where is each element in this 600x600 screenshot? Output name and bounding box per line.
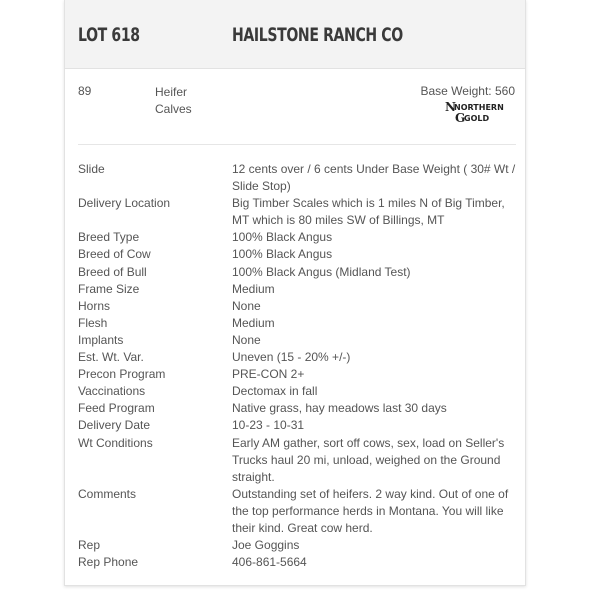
detail-label: Slide [78, 162, 105, 176]
detail-row [78, 383, 518, 400]
detail-label: Est. Wt. Var. [78, 350, 144, 365]
detail-value: Early AM gather, sort off cows, sex, load on Seller's Trucks haul 20 mi, unload, weighed on the Ground straight. [232, 435, 505, 484]
logo-word-gold: GOLD [464, 114, 490, 123]
detail-row [78, 554, 518, 571]
detail-row [78, 537, 518, 554]
detail-value: Outstanding set of heifers. 2 way kind. Out of one of the top performance herds in Montana. You will like their kind. Great cow herd. [232, 486, 509, 535]
svg-text:N: N [445, 100, 456, 114]
lot-number: LOT 618 [78, 24, 140, 46]
detail-row [78, 195, 518, 229]
detail-value: Dectomax in fall [232, 384, 318, 399]
detail-row [78, 315, 518, 332]
details-list [78, 161, 518, 571]
detail-label: Feed Program [78, 401, 155, 416]
detail-value: PRE-CON 2+ [232, 367, 305, 382]
svg-text:G: G [455, 111, 466, 124]
detail-row [78, 264, 518, 281]
detail-value: 100% Black Angus [232, 247, 333, 262]
detail-label: Horns [78, 298, 111, 313]
northern-gold-logo-icon [443, 100, 515, 124]
detail-row [78, 229, 518, 246]
detail-row [78, 349, 518, 366]
detail-label: Comments [78, 486, 137, 501]
detail-label: Frame Size [78, 281, 140, 296]
detail-label: Flesh [78, 315, 108, 330]
detail-value: 10-23 - 10-31 [232, 418, 305, 433]
detail-label: Rep Phone [78, 555, 139, 570]
detail-value: 406-861-5664 [232, 555, 307, 570]
lot-card [64, 0, 526, 586]
detail-label: Implants [78, 332, 124, 347]
detail-value: Uneven (15 - 20% +/-) [232, 350, 351, 365]
head-count: 89 [78, 84, 92, 98]
detail-label: Delivery Date [78, 418, 151, 433]
detail-label: Wt Conditions [78, 435, 153, 450]
detail-value: 12 cents over / 6 cents Under Base Weight ( 30# Wt / Slide Stop) [232, 162, 516, 194]
detail-row [78, 332, 518, 349]
detail-label: Breed of Cow [78, 247, 151, 262]
detail-value: Medium [232, 281, 275, 296]
base-weight: Base Weight: 560 [420, 84, 515, 98]
detail-value: 100% Black Angus [232, 230, 333, 245]
detail-value: None [232, 332, 261, 347]
detail-value: Big Timber Scales which is 1 miles N of Big Timber, MT which is 80 miles SW of Billings, MT [232, 196, 505, 228]
detail-row [78, 298, 518, 315]
detail-label: Precon Program [78, 367, 166, 382]
detail-row [78, 281, 518, 298]
detail-value: None [232, 298, 261, 313]
detail-value: Native grass, hay meadows last 30 days [232, 401, 447, 416]
seller-name: HAILSTONE RANCH CO [232, 24, 403, 46]
logo-word-northern: NORTHERN [454, 103, 504, 112]
detail-label: Breed Type [78, 230, 140, 245]
detail-row [78, 435, 518, 486]
detail-row [78, 417, 518, 434]
detail-value: Joe Goggins [232, 538, 300, 553]
detail-value: 100% Black Angus (Midland Test) [232, 264, 411, 279]
divider [78, 144, 516, 145]
detail-row [78, 366, 518, 383]
detail-row [78, 400, 518, 417]
cattle-description: Heifer Calves [155, 85, 192, 116]
detail-row [78, 486, 518, 537]
detail-label: Breed of Bull [78, 264, 147, 279]
lot-header [65, 0, 525, 69]
detail-label: Rep [78, 538, 101, 553]
detail-value: Medium [232, 315, 275, 330]
detail-row [78, 161, 518, 195]
detail-row [78, 246, 518, 263]
detail-label: Delivery Location [78, 196, 171, 211]
lot-summary [65, 68, 525, 144]
detail-label: Vaccinations [78, 384, 146, 399]
